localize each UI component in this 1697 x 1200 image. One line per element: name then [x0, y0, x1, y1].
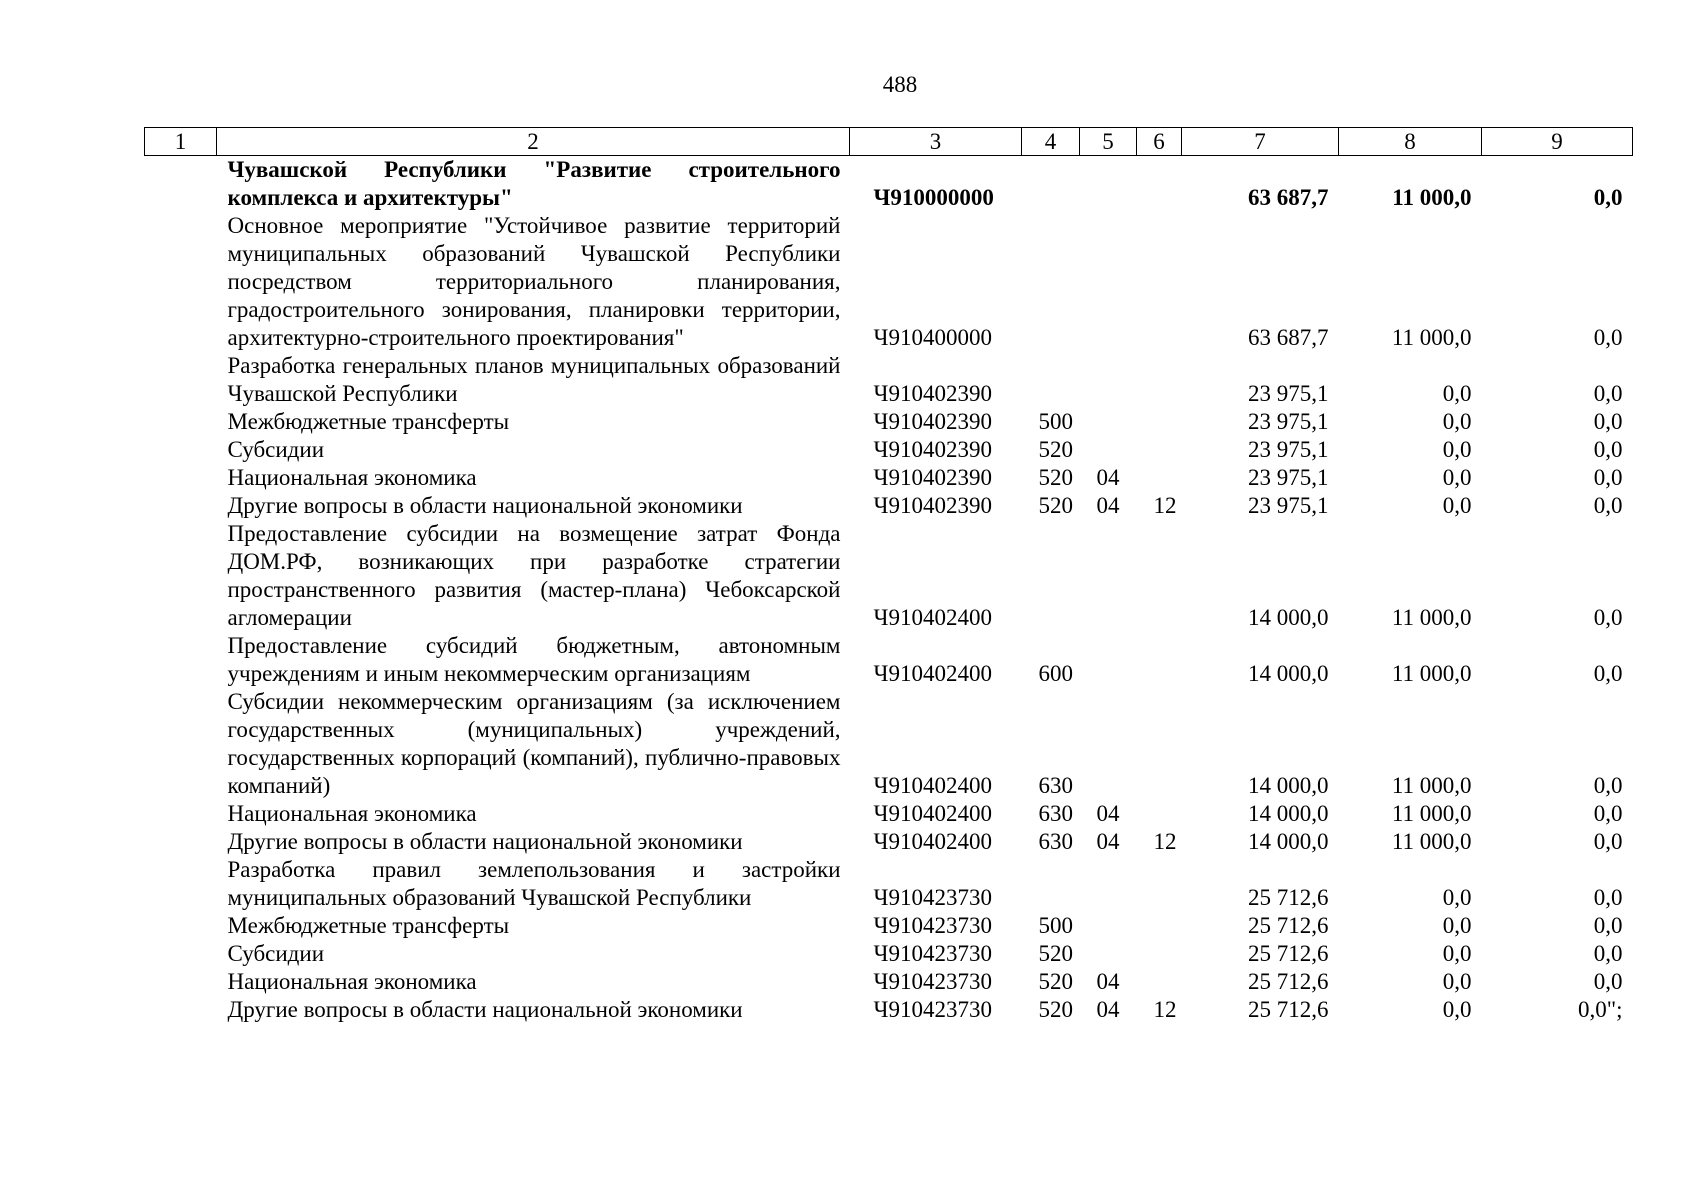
amount-col7-cell: 23 975,1	[1248, 437, 1329, 462]
amount-col8-cell: 0,0	[1442, 997, 1472, 1022]
subsection-cell	[1137, 464, 1182, 492]
table-row	[145, 408, 1633, 436]
target-article-code-cell: Ч910423730	[873, 969, 992, 994]
section-cell	[1080, 940, 1137, 968]
table-row	[145, 352, 1633, 408]
section-cell	[1080, 632, 1137, 688]
section-cell	[1080, 912, 1137, 940]
column-header-3: 3	[850, 128, 1022, 156]
target-article-code-cell: Ч910402390	[873, 437, 992, 462]
table-row	[145, 800, 1633, 828]
table-row	[145, 464, 1633, 492]
row-number-cell	[145, 212, 217, 352]
amount-col7-cell: 23 975,1	[1248, 409, 1329, 434]
expense-type-cell: 630	[1038, 801, 1073, 826]
row-name-cell: Другие вопросы в области национальной экономики	[227, 997, 743, 1022]
expense-type-cell: 630	[1038, 829, 1073, 854]
amount-col8-cell: 11 000,0	[1391, 829, 1472, 854]
row-number-cell	[145, 156, 217, 213]
amount-col7-cell: 63 687,7	[1248, 185, 1329, 210]
section-cell	[1080, 212, 1137, 352]
expense-type-cell	[1022, 856, 1080, 912]
amount-col8-cell: 0,0	[1442, 437, 1472, 462]
column-number-header-row	[145, 128, 1633, 156]
section-cell	[1080, 520, 1137, 632]
row-number-cell	[145, 464, 217, 492]
subsection-cell	[1137, 520, 1182, 632]
amount-col8-cell: 11 000,0	[1391, 605, 1472, 630]
expense-type-cell	[1022, 156, 1080, 213]
amount-col9-cell: 0,0	[1593, 661, 1623, 686]
amount-col9-cell: 0,0	[1593, 885, 1623, 910]
expense-type-cell	[1022, 212, 1080, 352]
expense-type-cell: 520	[1038, 493, 1073, 518]
column-header-4: 4	[1022, 128, 1080, 156]
expense-type-cell: 520	[1038, 437, 1073, 462]
target-article-code-cell: Ч910423730	[873, 885, 992, 910]
table-row	[145, 856, 1633, 912]
row-name-cell: Предоставление субсидии на возмещение затрат Фонда ДОМ.РФ, возникающих при разработке стратегии пространственного развития (мастер-плана) Чебоксарской агломерации	[227, 521, 841, 630]
table-row	[145, 212, 1633, 352]
expense-type-cell	[1022, 352, 1080, 408]
section-cell: 04	[1096, 465, 1120, 490]
subsection-cell	[1137, 632, 1182, 688]
amount-col8-cell: 11 000,0	[1392, 185, 1472, 210]
amount-col9-cell: 0,0";	[1577, 997, 1623, 1022]
subsection-cell	[1137, 856, 1182, 912]
row-name-cell: Разработка правил землепользования и застройки муниципальных образований Чувашской Республики	[227, 857, 841, 910]
row-name-cell: Национальная экономика	[227, 969, 477, 994]
row-number-cell	[145, 912, 217, 940]
column-header-5: 5	[1080, 128, 1137, 156]
target-article-code-cell: Ч910402400	[873, 773, 992, 798]
amount-col8-cell: 0,0	[1442, 465, 1472, 490]
section-cell	[1080, 408, 1137, 436]
section-cell	[1080, 688, 1137, 800]
row-number-cell	[145, 520, 217, 632]
row-number-cell	[145, 828, 217, 856]
amount-col8-cell: 11 000,0	[1391, 661, 1472, 686]
section-cell	[1080, 856, 1137, 912]
amount-col8-cell: 11 000,0	[1391, 773, 1472, 798]
target-article-code-cell: Ч910402390	[873, 493, 992, 518]
target-article-code-cell: Ч910402390	[873, 465, 992, 490]
column-header-1: 1	[145, 128, 217, 156]
amount-col7-cell: 23 975,1	[1248, 381, 1329, 406]
row-name-cell: Предоставление субсидий бюджетным, автономным учреждениям и иным некоммерческим организациям	[227, 633, 841, 686]
row-name-cell: Другие вопросы в области национальной экономики	[227, 829, 743, 854]
column-header-6: 6	[1137, 128, 1182, 156]
subsection-cell	[1137, 156, 1182, 213]
row-name-cell: Чувашской Республики "Развитие строительного комплекса и архитектуры"	[227, 157, 841, 210]
amount-col7-cell: 14 000,0	[1248, 605, 1329, 630]
amount-col7-cell: 23 975,1	[1248, 493, 1329, 518]
table-body	[145, 156, 1633, 1025]
row-name-cell: Субсидии некоммерческим организациям (за исключением государственных (муниципальных) учреждений, государственных корпораций (компаний), публично-правовых компаний)	[227, 689, 841, 798]
row-number-cell	[145, 800, 217, 828]
amount-col7-cell: 25 712,6	[1248, 941, 1329, 966]
table-row	[145, 968, 1633, 996]
amount-col7-cell: 25 712,6	[1248, 913, 1329, 938]
row-name-cell: Национальная экономика	[227, 801, 477, 826]
row-name-cell: Национальная экономика	[227, 465, 477, 490]
amount-col9-cell: 0,0	[1593, 325, 1623, 350]
subsection-cell	[1137, 436, 1182, 464]
section-cell: 04	[1096, 801, 1120, 826]
column-header-9: 9	[1482, 128, 1633, 156]
expense-type-cell: 520	[1038, 997, 1073, 1022]
subsection-cell	[1137, 688, 1182, 800]
table-row	[145, 940, 1633, 968]
target-article-code-cell: Ч910400000	[873, 325, 992, 350]
expense-type-cell: 500	[1038, 913, 1073, 938]
row-name-cell: Межбюджетные трансферты	[227, 409, 510, 434]
expense-type-cell: 600	[1038, 661, 1073, 686]
amount-col9-cell: 0,0	[1593, 941, 1623, 966]
amount-col9-cell: 0,0	[1593, 773, 1623, 798]
target-article-code-cell: Ч910423730	[873, 913, 992, 938]
expense-type-cell: 520	[1038, 969, 1073, 994]
amount-col9-cell: 0,0	[1593, 409, 1623, 434]
section-cell	[1080, 352, 1137, 408]
table-row	[145, 520, 1633, 632]
target-article-code-cell: Ч910402400	[873, 801, 992, 826]
row-number-cell	[145, 492, 217, 520]
subsection-cell	[1137, 800, 1182, 828]
table-row	[145, 492, 1633, 520]
table-row	[145, 996, 1633, 1024]
subsection-cell	[1137, 408, 1182, 436]
row-name-cell: Субсидии	[227, 437, 325, 462]
amount-col9-cell: 0,0	[1593, 185, 1623, 210]
target-article-code-cell: Ч910423730	[873, 997, 992, 1022]
section-cell: 04	[1096, 969, 1120, 994]
target-article-code-cell: Ч910402400	[873, 605, 992, 630]
target-article-code-cell: Ч910000000	[873, 185, 994, 210]
subsection-cell	[1137, 968, 1182, 996]
section-cell: 04	[1096, 829, 1120, 854]
table-row	[145, 436, 1633, 464]
row-number-cell	[145, 996, 217, 1024]
target-article-code-cell: Ч910402400	[873, 829, 992, 854]
subsection-cell: 12	[1153, 997, 1177, 1022]
row-name-cell: Основное мероприятие "Устойчивое развитие территорий муниципальных образований Чувашской Республики посредством территориального планирования, градостроительного зонирования, планировки территории, архитектурно-строительного проектирования"	[227, 213, 841, 350]
table-row	[145, 632, 1633, 688]
amount-col7-cell: 14 000,0	[1248, 829, 1329, 854]
row-number-cell	[145, 688, 217, 800]
amount-col9-cell: 0,0	[1593, 605, 1623, 630]
amount-col7-cell: 14 000,0	[1248, 801, 1329, 826]
amount-col7-cell: 25 712,6	[1248, 885, 1329, 910]
subsection-cell: 12	[1153, 829, 1177, 854]
page-number: 488	[882, 72, 918, 97]
amount-col8-cell: 0,0	[1442, 885, 1472, 910]
amount-col9-cell: 0,0	[1593, 465, 1623, 490]
target-article-code-cell: Ч910402400	[873, 661, 992, 686]
row-number-cell	[145, 436, 217, 464]
amount-col9-cell: 0,0	[1593, 801, 1623, 826]
section-cell: 04	[1096, 493, 1120, 518]
row-number-cell	[145, 968, 217, 996]
amount-col7-cell: 14 000,0	[1248, 661, 1329, 686]
expense-type-cell: 520	[1038, 465, 1073, 490]
amount-col8-cell: 0,0	[1442, 409, 1472, 434]
amount-col9-cell: 0,0	[1593, 913, 1623, 938]
section-cell: 04	[1096, 997, 1120, 1022]
column-header-8: 8	[1339, 128, 1482, 156]
section-cell	[1080, 156, 1137, 213]
amount-col7-cell: 14 000,0	[1248, 773, 1329, 798]
amount-col8-cell: 11 000,0	[1391, 325, 1472, 350]
expense-type-cell: 500	[1038, 409, 1073, 434]
subsection-cell: 12	[1153, 493, 1177, 518]
subsection-cell	[1137, 212, 1182, 352]
amount-col8-cell: 0,0	[1442, 941, 1472, 966]
table-row	[145, 156, 1633, 213]
amount-col7-cell: 23 975,1	[1248, 465, 1329, 490]
amount-col7-cell: 25 712,6	[1248, 997, 1329, 1022]
expense-type-cell: 520	[1038, 941, 1073, 966]
amount-col8-cell: 0,0	[1442, 381, 1472, 406]
amount-col9-cell: 0,0	[1593, 829, 1623, 854]
row-number-cell	[145, 856, 217, 912]
subsection-cell	[1137, 912, 1182, 940]
amount-col8-cell: 0,0	[1442, 969, 1472, 994]
table-row	[145, 688, 1633, 800]
row-number-cell	[145, 632, 217, 688]
table-row	[145, 828, 1633, 856]
amount-col7-cell: 63 687,7	[1248, 325, 1329, 350]
table-row	[145, 912, 1633, 940]
expense-type-cell: 630	[1038, 773, 1073, 798]
amount-col9-cell: 0,0	[1593, 969, 1623, 994]
row-number-cell	[145, 352, 217, 408]
column-header-7: 7	[1182, 128, 1339, 156]
row-number-cell	[145, 940, 217, 968]
target-article-code-cell: Ч910423730	[873, 941, 992, 966]
subsection-cell	[1137, 352, 1182, 408]
amount-col9-cell: 0,0	[1593, 493, 1623, 518]
amount-col9-cell: 0,0	[1593, 437, 1623, 462]
amount-col8-cell: 0,0	[1442, 493, 1472, 518]
row-number-cell	[145, 408, 217, 436]
row-name-cell: Другие вопросы в области национальной экономики	[227, 493, 743, 518]
amount-col8-cell: 0,0	[1442, 913, 1472, 938]
amount-col7-cell: 25 712,6	[1248, 969, 1329, 994]
amount-col9-cell: 0,0	[1593, 381, 1623, 406]
subsection-cell	[1137, 940, 1182, 968]
budget-table	[144, 127, 1633, 1024]
section-cell	[1080, 436, 1137, 464]
row-name-cell: Межбюджетные трансферты	[227, 913, 510, 938]
target-article-code-cell: Ч910402390	[873, 409, 992, 434]
expense-type-cell	[1022, 520, 1080, 632]
column-header-2: 2	[217, 128, 850, 156]
target-article-code-cell: Ч910402390	[873, 381, 992, 406]
row-name-cell: Разработка генеральных планов муниципальных образований Чувашской Республики	[227, 353, 841, 406]
amount-col8-cell: 11 000,0	[1391, 801, 1472, 826]
row-name-cell: Субсидии	[227, 941, 325, 966]
